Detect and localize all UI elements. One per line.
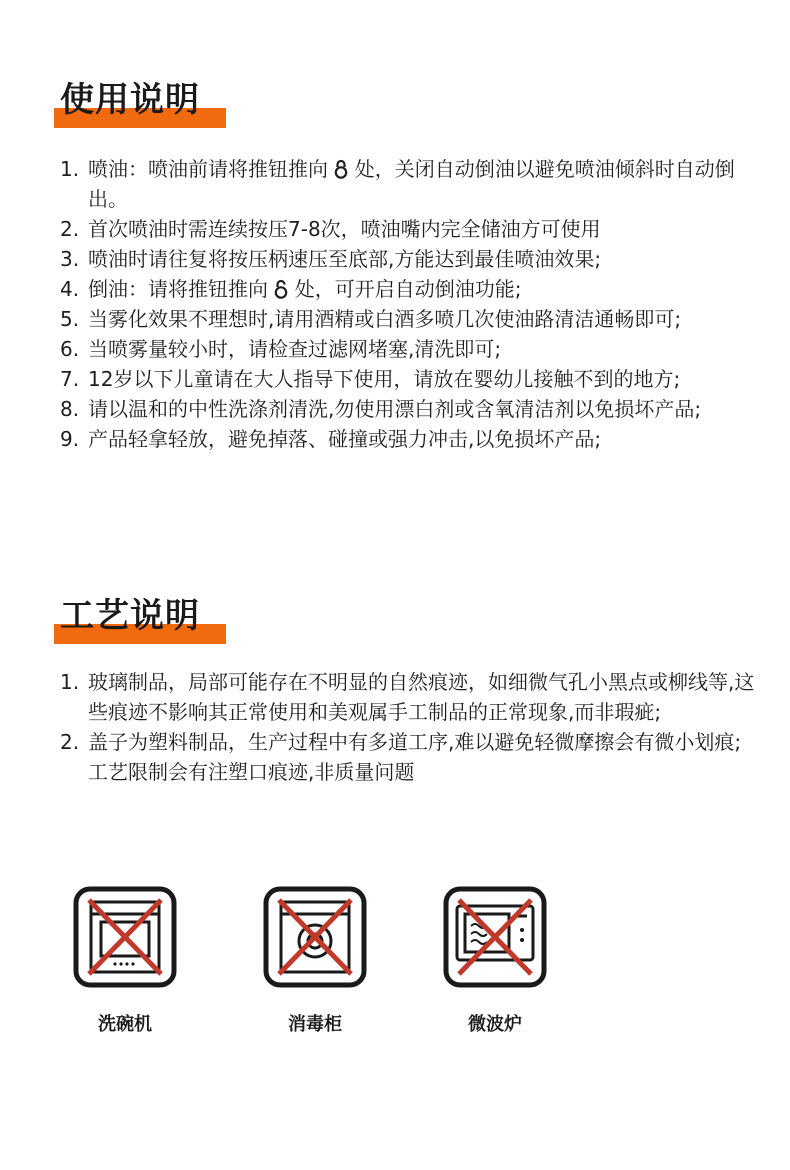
dishwasher-prohibited-icon: [73, 886, 177, 988]
usage-item-6: 6. 当喷雾量较小时，请检查过滤网堵塞,清洗即可;: [60, 337, 502, 361]
usage-item-1: 1. 喷油：喷油前请将推钮推向 处，关闭自动倒油以避免喷油倾斜时自动倒出。: [60, 157, 735, 211]
usage-list: [60, 154, 760, 454]
craft-item-1: 1. 玻璃制品，局部可能存在不明显的自然痕迹，如细微气孔小黑点或柳线等,这些痕迹不影响其正常使用和美观属手工制品的正常现象,而非瑕疵;: [60, 670, 755, 724]
sterilizer-prohibited-icon: [263, 886, 367, 988]
usage-item-4: 4. 倒油：请将推钮推向 处，可开启自动倒油功能;: [60, 277, 522, 301]
craft-list: [60, 667, 760, 787]
dishwasher-label: 洗碗机: [98, 1014, 152, 1035]
usage-item-8: 8. 请以温和的中性洗涤剂清洗,勿使用漂白剂或含氧清洁剂以免损坏产品;: [60, 397, 702, 421]
craft-heading-text: 工艺说明: [60, 596, 200, 636]
sterilizer-label: 消毒柜: [288, 1014, 342, 1035]
microwave-label: 微波炉: [468, 1014, 522, 1035]
unlocked-icon: [274, 279, 288, 299]
usage-heading-text: 使用说明: [60, 80, 200, 120]
usage-item-2: 2. 首次喷油时需连续按压7-8次，喷油嘴内完全储油方可使用: [60, 217, 601, 241]
usage-item-7: 7. 12岁以下儿童请在大人指导下使用，请放在婴幼儿接触不到的地方;: [60, 367, 681, 391]
microwave-prohibited-icon: [443, 886, 547, 988]
usage-item-5: 5. 当雾化效果不理想时,请用酒精或白酒多喷几次使油路清洁通畅即可;: [60, 307, 682, 331]
locked-icon: [334, 159, 348, 179]
craft-item-2: 2. 盖子为塑料制品，生产过程中有多道工序,难以避免轻微摩擦会有微小划痕;工艺限制会有注塑口痕迹,非质量问题: [60, 730, 742, 784]
usage-item-3: 3. 喷油时请往复将按压柄速压至底部,方能达到最佳喷油效果;: [60, 247, 602, 271]
usage-item-9: 9. 产品轻拿轻放，避免掉落、碰撞或强力冲击,以免损坏产品;: [60, 427, 602, 451]
